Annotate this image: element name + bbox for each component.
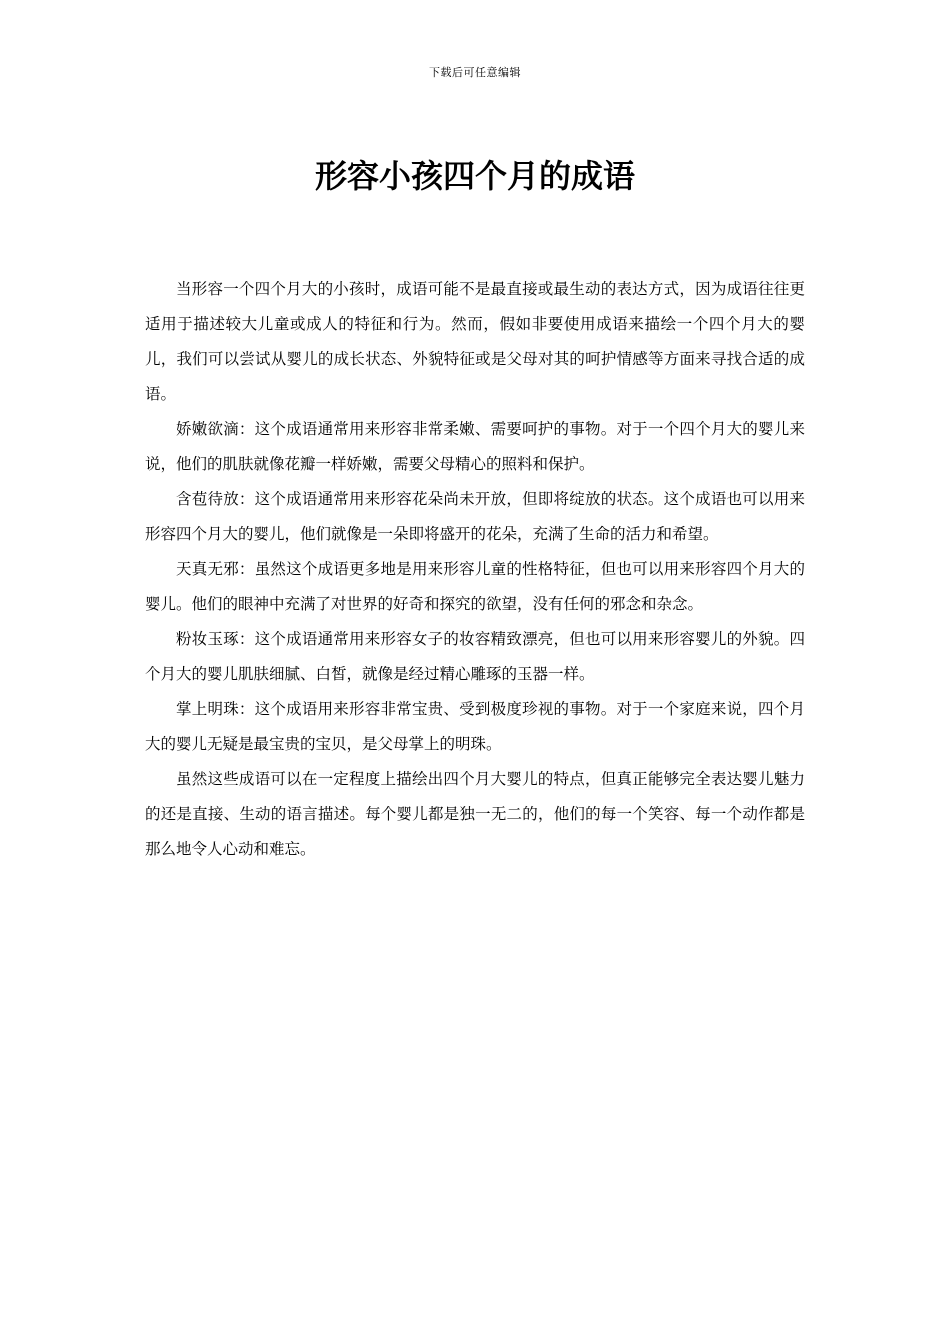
paragraph-conclusion: 虽然这些成语可以在一定程度上描绘出四个月大婴儿的特点，但真正能够完全表达婴儿魅力的还是直接、生动的语言描述。每个婴儿都是独一无二的，他们的每一个笑容、每一个动作都是那么地令人心动和难忘。 (145, 770, 805, 858)
paragraph-idiom-4: 粉妆玉琢：这个成语通常用来形容女子的妆容精致漂亮，但也可以用来形容婴儿的外貌。四个月大的婴儿肌肤细腻、白皙，就像是经过精心雕琢的玉器一样。 (145, 630, 805, 683)
paragraph-idiom-1: 娇嫩欲滴：这个成语通常用来形容非常柔嫩、需要呵护的事物。对于一个四个月大的婴儿来说，他们的肌肤就像花瓣一样娇嫩，需要父母精心的照料和保护。 (145, 420, 805, 473)
document-title: 形容小孩四个月的成语 (314, 157, 635, 195)
paragraph-idiom-5: 掌上明珠：这个成语用来形容非常宝贵、受到极度珍视的事物。对于一个家庭来说，四个月大的婴儿无疑是最宝贵的宝贝，是父母掌上的明珠。 (145, 700, 805, 753)
paragraph-idiom-3: 天真无邪：虽然这个成语更多地是用来形容儿童的性格特征，但也可以用来形容四个月大的婴儿。他们的眼神中充满了对世界的好奇和探究的欲望，没有任何的邪念和杂念。 (145, 560, 805, 613)
document-body (145, 272, 805, 867)
header-note: 下载后可任意编辑 (429, 66, 521, 79)
paragraph-idiom-2: 含苞待放：这个成语通常用来形容花朵尚未开放，但即将绽放的状态。这个成语也可以用来形容四个月大的婴儿，他们就像是一朵即将盛开的花朵，充满了生命的活力和希望。 (145, 490, 805, 543)
paragraph-intro: 当形容一个四个月大的小孩时，成语可能不是最直接或最生动的表达方式，因为成语往往更适用于描述较大儿童或成人的特征和行为。然而，假如非要使用成语来描绘一个四个月大的婴儿，我们可以尝试从婴儿的成长状态、外貌特征或是父母对其的呵护情感等方面来寻找合适的成语。 (145, 280, 805, 403)
